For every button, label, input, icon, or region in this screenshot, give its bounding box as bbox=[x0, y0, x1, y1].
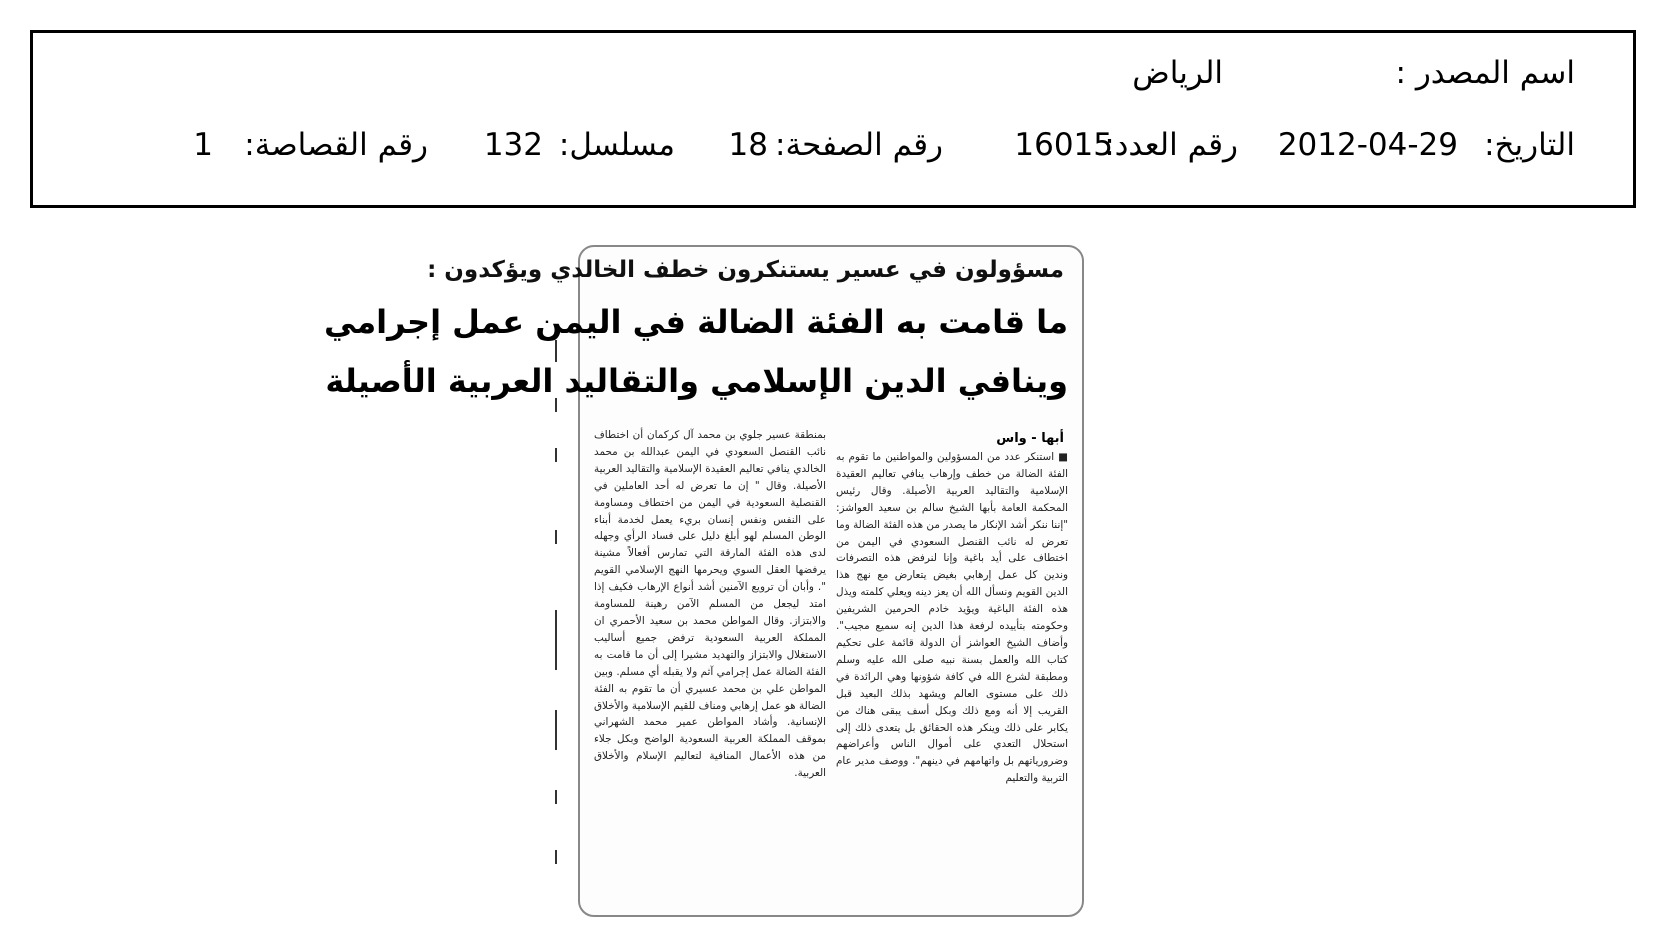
date-label: التاريخ: bbox=[1484, 127, 1575, 163]
article-dateline: أبها - واس bbox=[996, 431, 1064, 446]
clipping-content bbox=[323, 247, 1082, 915]
clipping-metadata-box bbox=[30, 30, 1636, 208]
serial-value: 132 bbox=[483, 127, 543, 163]
article-column-right: ■ استنكر عدد من المسؤولين والمواطنين ما تقوم به الفئة الضالة من خطف وإرهاب ينافي تعاليم العقيدة الإسلامية والتقاليد العربية الأصيلة. وقال رئيس المحكمة العامة بأبها الشيخ سالم بن سعيد العواشز: "إننا ننكر أشد الإنكار ما يصدر من هذه الفئة الضالة وما تعرض له نائب القنصل السعودي في اليمن من اختطاف على أيد باغية وإنا لنرفض هذه التصرفات وندين كل عمل إرهابي بغيض يتعارض مع نهج هذا الدين القويم ونسأل الله أن يعز دينه ويعلي كلمته ويذل هذه الفئة الباغية ويؤيد خادم الحرمين الشريفين وحكومته بتأييده لرفعة هذا الدين إنه سميع مجيب". وأضاف الشيخ العواشز أن الدولة قائمة على تحكيم كتاب الله والعمل بسنة نبيه صلى الله عليه وسلم ومطبقة لشرع الله في كافة شؤونها وهي الرائدة في ذلك على مستوى العالم ويشهد بذلك البعيد قبل القريب إلا أنه ومع ذلك وبكل أسف يبقى هناك من يكابر على ذلك وينكر هذه الحقائق بل يتعدى ذلك إلى استحلال التعدي على أموال الناس وأعراضهم وضرورياتهم بل واتهامهم في دينهم". ووصف مدير عام التربية والتعليم bbox=[836, 451, 1068, 785]
article-headline-line-2: وينافي الدين الإسلامي والتقاليد العربية الأصيلة bbox=[325, 362, 1068, 400]
edge-mark bbox=[555, 610, 557, 670]
edge-mark bbox=[555, 790, 557, 804]
page-value: 18 bbox=[728, 127, 768, 163]
edge-mark bbox=[555, 448, 557, 462]
date-value: 2012-04-29 bbox=[1277, 127, 1458, 163]
adjacent-column-edge bbox=[555, 330, 563, 915]
edge-mark bbox=[555, 340, 557, 362]
serial-label: مسلسل: bbox=[558, 127, 675, 163]
issue-value: 16015 bbox=[1014, 127, 1113, 163]
source-value: الرياض bbox=[1132, 55, 1223, 91]
edge-mark bbox=[555, 530, 557, 544]
edge-mark bbox=[555, 398, 557, 412]
article-column-left: بمنطقة عسير جلوي بن محمد آل كركمان أن اختطاف نائب القنصل السعودي في اليمن عبدالله بن محمد الخالدي ينافي تعاليم العقيدة الإسلامية والتقاليد العربية الأصيلة. وقال " إن ما تعرض له أحد العاملين في القنصلية السعودية في اليمن من اختطاف ومساومة على النفس ونفس إنسان بريء يعمل لخدمة أبناء الوطن المسلم لهو أبلغ دليل على فساد الرأي وجهله لدى هذه الفئة المارقة التي تمارس أفعالاً مشينة يرفضها العقل السوي ويحرمها النهج الإسلامي القويم ". وأبان أن ترويع الآمنين أشد أنواع الإرهاب فكيف إذا امتد ليجعل من المسلم الآمن رهينة للمساومة والابتزاز. وقال المواطن محمد بن سعيد الأحمري ان المملكة العربية السعودية ترفض جميع أساليب الاستغلال والابتزاز والتهديد مشيرا إلى أن ما قامت به الفئة الضالة عمل إجرامي آثم ولا يقبله أي مسلم. وبين المواطن علي بن محمد عسيري أن ما تقوم به الفئة الضالة هو عمل إرهابي ومناف للقيم الإسلامية والأخلاق الإنسانية. وأشاد المواطن عمير محمد الشهراني بموقف المملكة العربية السعودية الواضح وبكل جلاء من هذه الأعمال المنافية لتعاليم الإسلام والأخلاق العربية. bbox=[594, 429, 826, 780]
article-headline-line-1: ما قامت به الفئة الضالة في اليمن عمل إجرامي bbox=[323, 303, 1068, 341]
clip-number-value: 1 bbox=[193, 127, 213, 163]
clip-number-label: رقم القصاصة: bbox=[244, 127, 428, 163]
issue-label: رقم العدد: bbox=[1104, 127, 1238, 163]
page-label: رقم الصفحة: bbox=[775, 127, 943, 163]
edge-mark bbox=[555, 710, 557, 750]
article-kicker: مسؤولون في عسير يستنكرون خطف الخالدي ويؤكدون : bbox=[427, 257, 1064, 283]
source-label: اسم المصدر : bbox=[1395, 55, 1575, 91]
newspaper-clipping bbox=[323, 245, 1084, 917]
edge-mark bbox=[555, 850, 557, 864]
